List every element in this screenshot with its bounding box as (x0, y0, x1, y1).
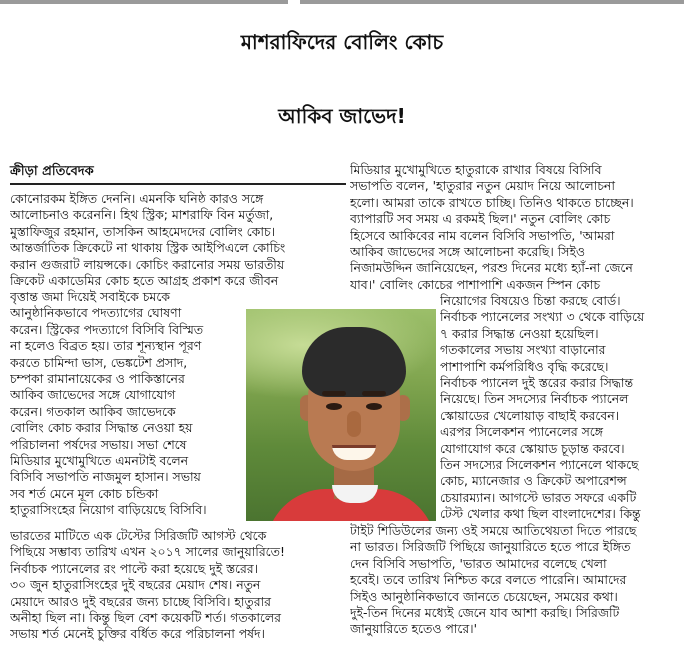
photo-hair (302, 327, 406, 397)
text-line: অনীহা ছিল না। কিন্তু ছিল বেশ কয়েকটি শর্ত। গতকালের (10, 610, 281, 626)
right-column-middle (440, 293, 678, 523)
right-column-top (350, 162, 678, 293)
text-line: এরপর সিলেকশন প্যানেলের সঙ্গে (440, 424, 604, 440)
text-line: তিন সদস্যের সিলেকশন প্যানেলে থাকছে (440, 457, 639, 473)
text-line: ক্রিকেট একাডেমির কোচ হতে আগ্রহ প্রকাশ করে জীবন (10, 273, 279, 289)
text-line: হলো। আমরা তাকে রাখতে চাচ্ছি। তিনিও থাকতে চাচ্ছেন। (350, 194, 634, 210)
top-rule-left (0, 0, 288, 4)
text-line: সিইও আনুষ্ঠানিকভাবে জানতে চেয়েছেন, সময়ের কথা। (350, 588, 618, 604)
text-line: মিডিয়ার মুখোমুখিতে হাতুরাকে রাখার বিষয়ে বিসিবি (350, 162, 602, 177)
text-line: জানুয়ারিতে হতেও পারে।' (350, 621, 478, 637)
text-line: আকিব জাভেদের সঙ্গে আলোচনা করেছি। সিইও (350, 244, 586, 260)
photo-eye-left (326, 403, 342, 410)
text-line: ভারতের মাটিতে এক টেস্টের সিরিজটি আগস্ট থেকে (10, 528, 267, 543)
text-line: চেয়ারম্যান। আগস্টে ভারত সফরে একটি (440, 489, 637, 505)
text-line: আকিব জাভেদের সঙ্গে যোগাযোগ (10, 387, 176, 403)
text-line: মুস্তাফিজুর রহমান, তাসকিন আহমেদদের বোলিং কোচ। (10, 223, 276, 239)
text-line: কোচ, ম্যানেজার ও ক্রিকেট অপারেশন্স (440, 473, 627, 489)
text-line: নির্বাচক প্যানেল দুই স্তরের করার সিদ্ধান্ত (440, 375, 633, 391)
text-line: গতকালের সভায় সংখ্যা বাড়ানোর (440, 342, 606, 358)
byline (10, 163, 346, 185)
text-line: টেস্ট খেলার কথা ছিল বাংলাদেশের। কিন্তু (440, 506, 641, 522)
text-line: পিছিয়ে সম্ভাব্য তারিখ এখন ২০১৭ সালের জানুয়ারিতে! (10, 544, 285, 560)
text-line: যোগাযোগ করে স্কোয়াড চূড়ান্ত করবে। (440, 440, 625, 456)
text-line: ৭ করার সিদ্ধান্ত নেওয়া হয়েছিল। (440, 325, 599, 341)
text-line: সভায় শর্ত মেনেই চুক্তির বর্ধিত করে পরিচালনা পর্ষদ। (10, 626, 265, 642)
text-line: পরিচালনা পর্ষদের সভায়। সভা শেষে (10, 436, 187, 452)
text-line: না হলেও বিব্রত হয়। তার শূন্যস্থান পূরণ (10, 338, 202, 354)
text-line: পাশাপাশি কর্মপরিধিও বৃদ্ধি করেছে। (440, 358, 609, 374)
text-line: সভাপতি বলেন, 'হাতুরার নতুন মেয়াদ নিয়ে আলোচনা (350, 178, 615, 194)
portrait-photo (246, 309, 436, 521)
text-line: দেন বিসিবি সভাপতি, 'ভারত আমাদের বলেছে খেলা (350, 555, 607, 571)
right-column-bottom (350, 523, 678, 638)
text-line: হাতুরাসিংহের নিয়োগ বাড়িয়েছে বিসিবি। (10, 502, 207, 518)
text-line: আনুষ্ঠানিকভাবে পদত্যাগের ঘোষণা (10, 305, 182, 321)
text-line: দুই-তিন দিনের মধ্যেই জেনে যাব আশা করছি। সিরিজটি (350, 605, 620, 621)
top-rule-right (300, 0, 684, 4)
photo-brow-right (362, 391, 386, 396)
text-line: বৃত্তান্ত জমা দিয়েই সবাইকে চমকে (10, 289, 170, 304)
text-line: না ভারত। সিরিজটি পিছিয়ে জানুয়ারিতে হতে পারে ইঙ্গিত (350, 539, 631, 555)
headline-line-2: আকিব জাভেদ! (278, 104, 406, 128)
left-column-bottom (10, 528, 346, 643)
text-line: নিয়োগের বিষয়েও চিন্তা করছে বোর্ড। (440, 293, 621, 308)
text-line: ব্যাপারটি সব সময় এ রকমই ছিল।' নতুন বোলিং কোচ (350, 211, 611, 227)
text-line: করেন। স্ট্রিকের পদত্যাগে বিসিবি বিস্মিত (10, 321, 204, 337)
text-line: যাব।' বোলিং কোচের পাশাপাশি একজন স্পিন কোচ (350, 276, 601, 292)
text-line: আলোচনাও করেননি। হিথ স্ট্রিক; মাশরাফি বিন মর্তুজা, (10, 207, 274, 223)
photo-eye-right (366, 403, 382, 410)
text-line: নিয়েছে। তিন সদস্যের নির্বাচক প্যানেল (440, 391, 629, 407)
text-line: মেয়াদে আরও দুই বছরের জন্য চাচ্ছে বিসিবি। হাতুরার (10, 593, 271, 609)
text-line: হবেই। তবে তারিখ নিশ্চিত করে বলতে পারেনি। আমাদের (350, 572, 627, 588)
left-column-top (10, 191, 346, 289)
text-line: করান গুজরাট লায়ন্সকে। কোচিং করানোর সময় ভারতীয় (10, 256, 285, 272)
text-line: টাইট শিডিউলের জন্য ওই সময়ে আতিথেয়তা দিতে পারছে (350, 523, 637, 538)
text-line: স্কোয়াডের খেলোয়াড় বাছাই করবেন। (440, 407, 620, 423)
text-line: নির্বাচক প্যানেলের সংখ্যা ৩ থেকে বাড়িয়ে (440, 309, 645, 325)
text-line: আন্তর্জাতিক ক্রিকেটে না থাকায় স্ট্রিক আইপিএলে কোচিং (10, 240, 286, 256)
byline-text: ক্রীড়া প্রতিবেদক (10, 164, 94, 179)
text-line: বোলিং কোচ করার সিদ্ধান্ত নেওয়া হয় (10, 420, 193, 436)
left-column-middle (10, 289, 242, 519)
text-line: ৩০ জুন হাতুরাসিংহের দুই বছরের মেয়াদ শেষ। নতুন (10, 577, 261, 593)
text-line: চম্পকা রামানায়েকের ও পাকিস্তানের (10, 371, 185, 387)
photo-brow-left (322, 391, 346, 396)
text-line: কোনোরকম ইঙ্গিত দেননি। এমনকি ঘনিষ্ঠ কারও সঙ্গে (10, 191, 264, 206)
headline-line-1: মাশরাফিদের বোলিং কোচ (240, 30, 444, 54)
text-line: করতে চামিন্দা ভাস, ভেঙ্কটেশ প্রসাদ, (10, 354, 188, 370)
text-line: নির্বাচক প্যানেলের রং পাল্টে করা হয়েছে দুই স্তরের। (10, 560, 259, 576)
text-line: মিডিয়ার মুখোমুখিতে এমনটাই বলেন (10, 453, 189, 469)
photo-nose (347, 411, 361, 437)
text-line: বিসিবি সভাপতি নাজমুল হাসান। সভায় (10, 469, 201, 485)
byline-rule (10, 183, 346, 185)
text-line: করেন। গতকাল আকিব জাভেদকে (10, 403, 176, 419)
text-line: সব শর্ত মেনে মূল কোচ চন্ডিকা (10, 485, 159, 501)
text-line: নিজামউদ্দিন জানিয়েছেন, পরশু দিনের মধ্যে হ্যাঁ-না জেনে (350, 260, 633, 276)
text-line: হিসেবে আকিবের নাম বলেন বিসিবি সভাপতি, 'আমরা (350, 227, 615, 243)
